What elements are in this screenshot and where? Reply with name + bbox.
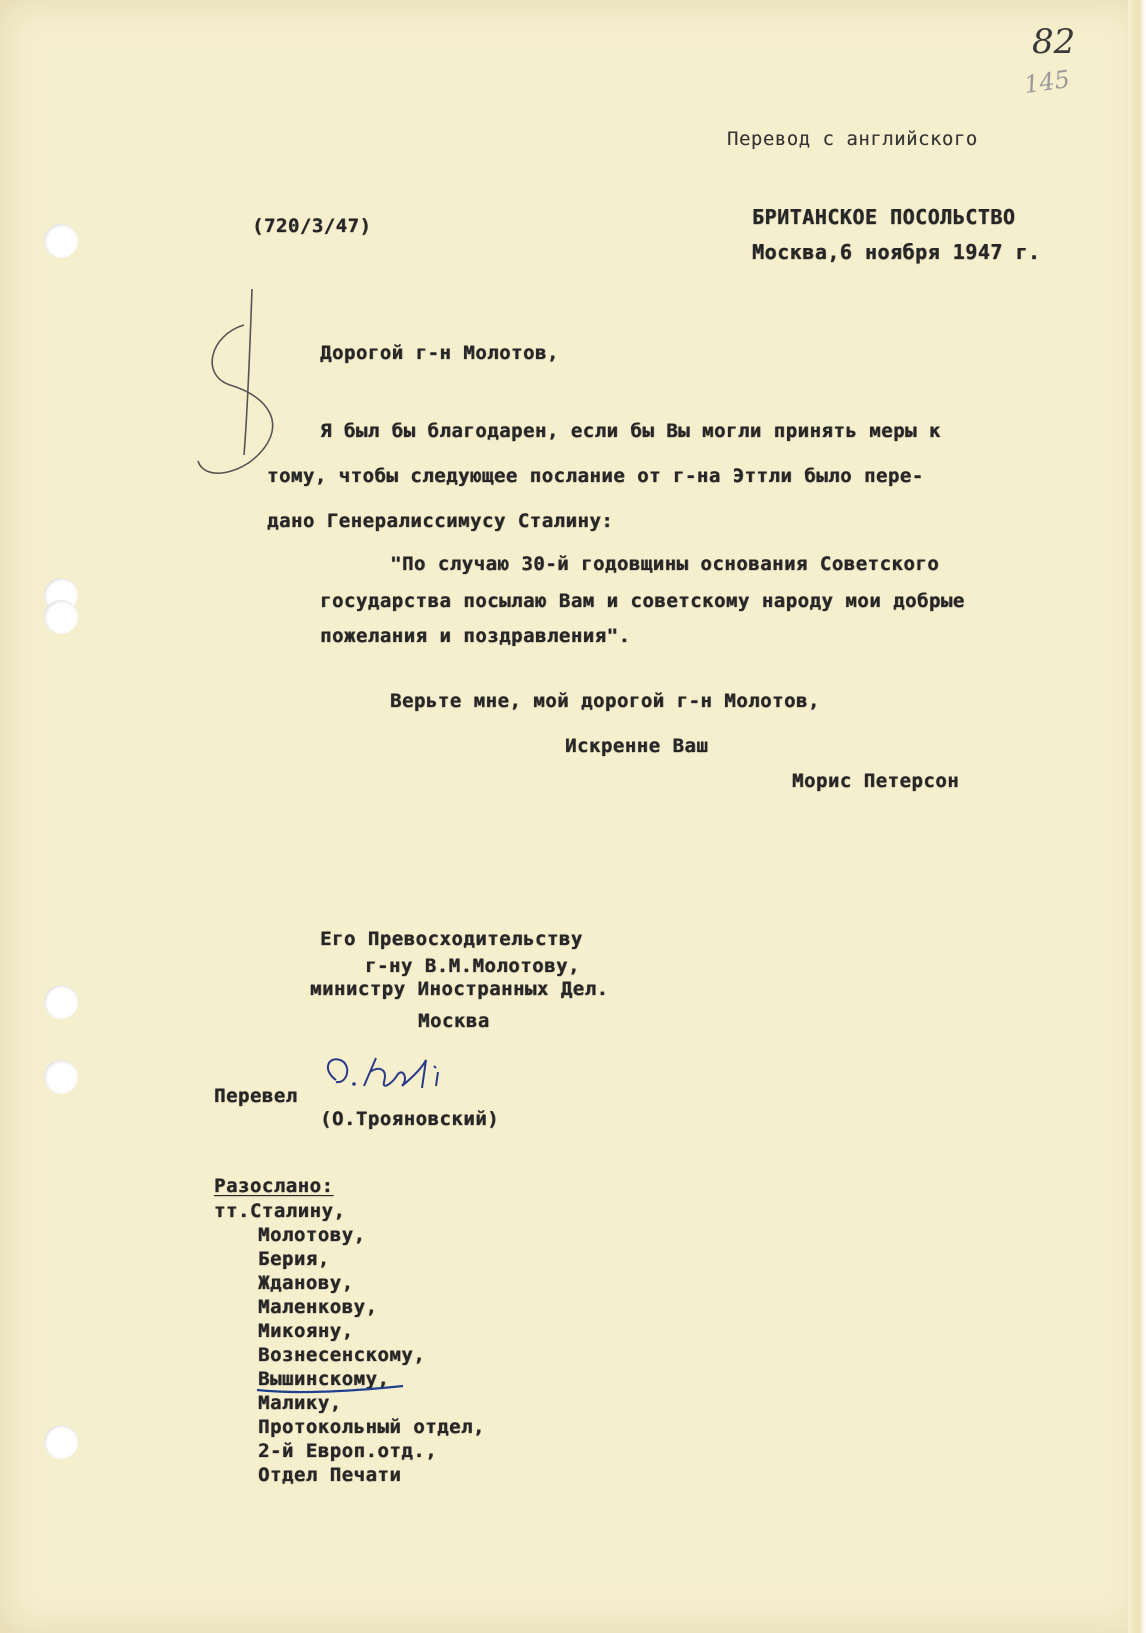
addressee-line: министру Иностранных Дел. — [310, 978, 609, 1000]
distribution-item: тт.Сталину, — [214, 1200, 346, 1222]
translator-name: (О.Трояновский) — [320, 1108, 500, 1130]
body-line: Я был бы благодарен, если бы Вы могли принять меры к — [320, 420, 941, 442]
distribution-title: Разослано: — [214, 1175, 334, 1197]
translator-signature — [318, 1050, 478, 1100]
pencil-note: 145 — [1022, 64, 1072, 100]
reference-number: (720/3/47) — [252, 215, 372, 237]
distribution-item: Микояну, — [258, 1320, 354, 1342]
distribution-item: Вышинскому, — [258, 1368, 390, 1390]
distribution-item: Вознесенскому, — [258, 1344, 426, 1366]
distribution-item: Берия, — [258, 1248, 330, 1270]
body-line: дано Генералиссимусу Сталину: — [267, 510, 614, 532]
distribution-item: Молотову, — [258, 1224, 366, 1246]
salutation: Дорогой г-н Молотов, — [320, 342, 559, 364]
distribution-item: Протокольный отдел, — [258, 1416, 485, 1438]
signer-name: Морис Петерсон — [792, 770, 960, 792]
distribution-item: Маленкову, — [258, 1296, 378, 1318]
punch-hole — [44, 1425, 78, 1459]
quote-line: "По случаю 30-й годовщины основания Советского — [390, 553, 940, 575]
pencil-mark — [190, 285, 300, 485]
punch-hole — [44, 985, 78, 1019]
regards: Искренне Ваш — [565, 735, 709, 757]
addressee-line: Москва — [418, 1010, 490, 1032]
distribution-item: Отдел Печати — [258, 1464, 402, 1486]
distribution-item: Жданову, — [258, 1272, 354, 1294]
closing: Верьте мне, мой дорогой г-н Молотов, — [390, 690, 820, 712]
punch-hole — [44, 600, 78, 634]
addressee-line: г-ну В.М.Молотову, — [365, 955, 580, 977]
punch-hole — [44, 224, 78, 258]
addressee-line: Его Превосходительству — [320, 928, 583, 950]
punch-hole — [44, 1060, 78, 1094]
body-line: тому, чтобы следующее послание от г-на Эттли было пере- — [267, 465, 924, 487]
quote-line: государства посылаю Вам и советскому народу мои добрые — [320, 590, 965, 612]
embassy-name: БРИТАНСКОЕ ПОСОЛЬСТВО — [752, 205, 1016, 229]
distribution-item: 2-й Европ.отд., — [258, 1440, 438, 1462]
quote-line: пожелания и поздравления". — [320, 625, 631, 647]
place-date: Москва,6 ноября 1947 г. — [752, 240, 1041, 264]
folio-number: 82 — [1032, 22, 1076, 62]
translator-label: Перевел — [214, 1085, 298, 1107]
distribution-item: Малику, — [258, 1392, 342, 1414]
translation-note: Перевод с английского — [727, 128, 978, 150]
page-edge — [1128, 0, 1146, 1633]
